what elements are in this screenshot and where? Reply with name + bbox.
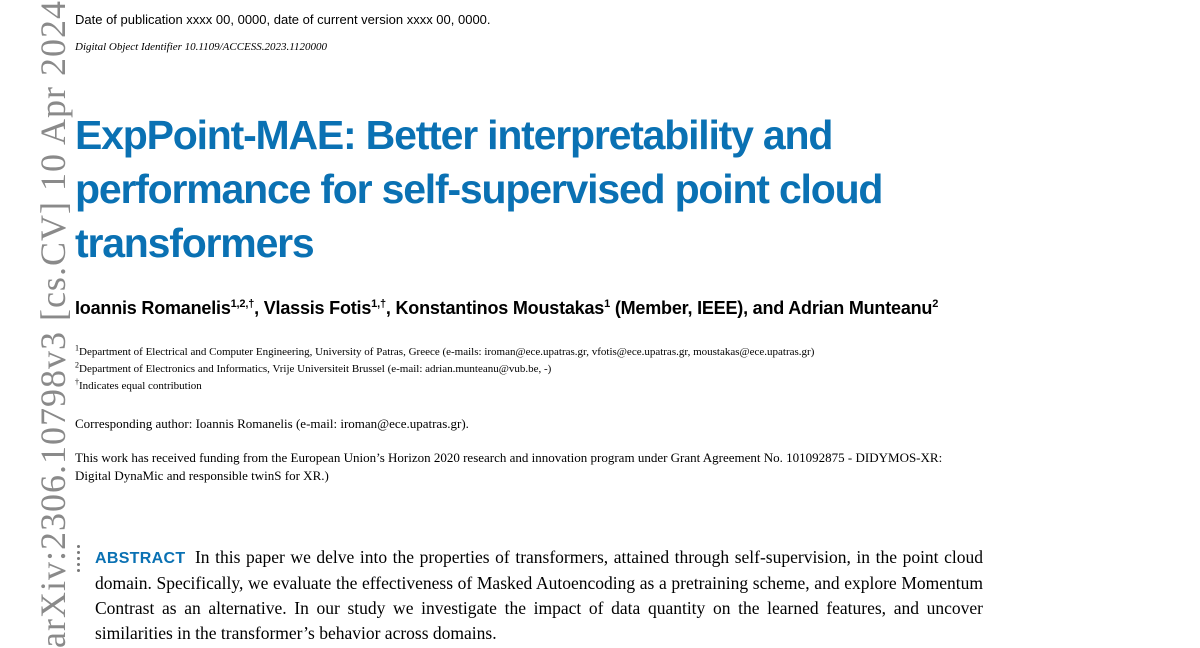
author-separator: ,: [254, 298, 264, 318]
arxiv-side-stamp: arXiv:2306.10798v3 [cs.CV] 10 Apr 2024: [33, 0, 73, 648]
author-name: Adrian Munteanu: [788, 298, 933, 318]
affiliation-item: [75, 378, 875, 395]
author-name: Konstantinos Moustakas: [395, 298, 605, 318]
author-name: Ioannis Romanelis: [75, 298, 231, 318]
doi-line: Digital Object Identifier 10.1109/ACCESS.2023.1120000: [75, 41, 327, 53]
author-separator: (Member, IEEE), and: [610, 298, 789, 318]
corresponding-author: Corresponding author: Ioannis Romanelis (e-mail: iroman@ece.upatras.gr).: [75, 416, 469, 431]
affiliation-mark: 1: [75, 343, 79, 353]
marker-dot: [77, 557, 80, 560]
affiliation-mark: †: [75, 377, 79, 387]
marker-dot: [77, 563, 80, 566]
author-affiliation-mark: 1,†: [371, 298, 386, 310]
affiliations: [75, 344, 875, 395]
abstract-marker-dots: [77, 545, 85, 585]
author-affiliation-mark: 2: [932, 298, 939, 310]
publication-date-line: Date of publication xxxx 00, 0000, date of current version xxxx 00, 0000.: [75, 12, 491, 27]
author-list: [75, 296, 1015, 320]
author-separator: ,: [385, 298, 396, 318]
abstract-text: In this paper we delve into the properties of transformers, attained through self-supervision, in the point cloud domain. Specifically, we evaluate the effectiveness of Masked Autoencoding as a pretraining scheme, and explore Momentum Contrast as an alternative. In our study we investigate the impact of data quantity on the learned features, and uncover similarities in the transformer’s behavior across domains.: [95, 547, 983, 643]
marker-dot: [77, 569, 80, 572]
affiliation-item: [75, 361, 875, 378]
abstract-label: ABSTRACT: [95, 550, 186, 567]
marker-dot: [77, 545, 80, 548]
abstract: [95, 545, 983, 646]
affiliation-item: [75, 344, 875, 361]
affiliation-text: Department of Electrical and Computer Engineering, University of Patras, Greece (e-mails: iroman@ece.upatras.gr, vfotis@ece.upatras.gr, moustakas@ece.upatras.gr): [79, 346, 815, 358]
affiliation-text: Indicates equal contribution: [79, 380, 202, 392]
paper-title: ExpPoint-MAE: Better interpretability and performance for self-supervised point cloud transformers: [75, 112, 883, 266]
author-affiliation-mark: 1,2,†: [230, 298, 255, 310]
marker-dot: [77, 551, 80, 554]
funding-note: This work has received funding from the European Union’s Horizon 2020 research and innovation program under Grant Agreement No. 101092875 - DIDYMOS-XR: Digital DynaMic and responsible twinS for XR.): [75, 450, 943, 483]
author-name: Vlassis Fotis: [263, 298, 372, 318]
affiliation-text: Department of Electronics and Informatics, Vrije Universiteit Brussel (e-mail: adrian.munteanu@vub.be, -): [79, 363, 552, 375]
author-affiliation-mark: 1: [604, 298, 611, 310]
affiliation-mark: 2: [75, 360, 79, 370]
